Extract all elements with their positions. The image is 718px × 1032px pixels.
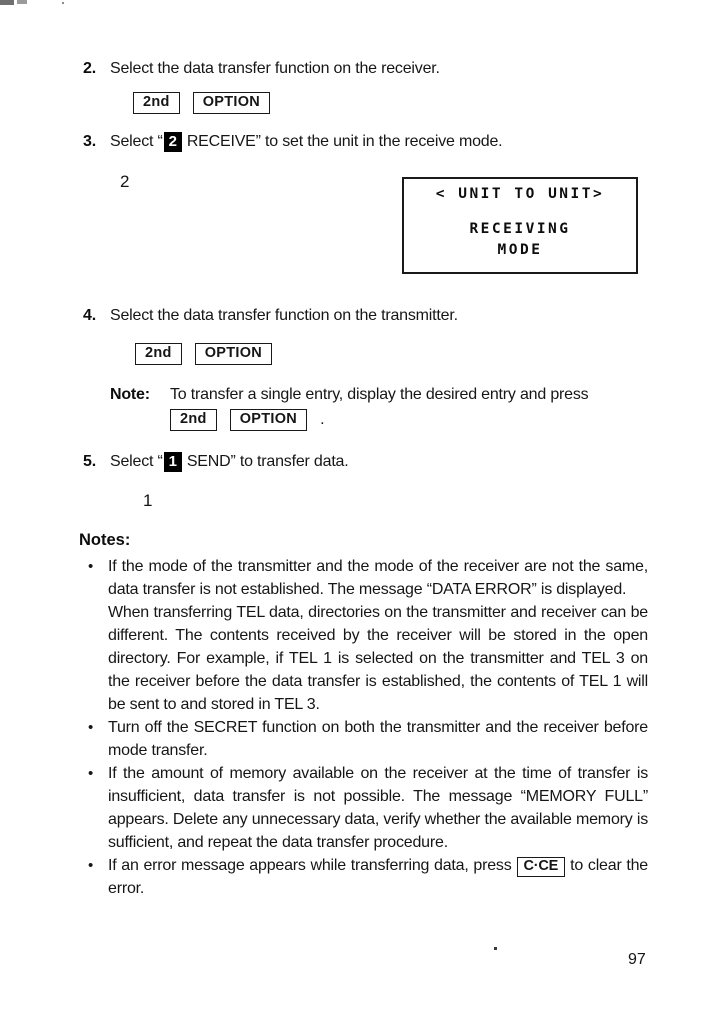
key-cce: C·CE (517, 857, 566, 877)
note-paragraph: If an error message appears while transferring data, press (108, 857, 512, 874)
bullet-icon: • (88, 719, 94, 736)
list-item (88, 854, 654, 900)
note-paragraph: to clear the error. (108, 857, 648, 897)
list-item (88, 716, 654, 762)
menu-key-1: 1 (164, 452, 182, 472)
keypress-1: 1 (143, 491, 153, 510)
key-option: OPTION (193, 92, 270, 114)
scan-artifact (17, 0, 27, 4)
step-5 (83, 452, 349, 472)
list-item (88, 555, 654, 716)
lcd-line-mode2: MODE (497, 242, 543, 258)
note-content (170, 386, 588, 431)
keys-row-step4 (135, 343, 272, 365)
scan-artifact (494, 947, 497, 950)
bullet-icon: • (88, 765, 94, 782)
keys-row-step2 (133, 92, 270, 114)
note-paragraph: If the mode of the transmitter and the mode of the receiver are not the same, data transfer is not established. The message “DATA ERROR” is displayed. (108, 558, 648, 598)
step-number: 5. (83, 453, 96, 470)
step-number: 2. (83, 60, 96, 77)
note-block (110, 386, 588, 431)
step-text: Select the data transfer function on the receiver. (110, 60, 440, 77)
key-option: OPTION (230, 409, 307, 431)
note-label: Note: (110, 386, 150, 403)
keypress-2: 2 (120, 172, 130, 191)
note-keys-row (170, 409, 588, 431)
lcd-line-mode1: RECEIVING (469, 221, 571, 237)
note-item-text: If the amount of memory available on the receiver at the time of transfer is insufficient, data transfer is not possible. The message “MEMORY FULL” appears. Delete any unnecessary data, verify whether the available memory is sufficient, and repeat the data transfer procedure. (108, 765, 648, 851)
lcd-display (402, 177, 638, 274)
notes-heading: Notes: (79, 531, 131, 549)
key-2nd: 2nd (133, 92, 180, 114)
notes-list (88, 555, 654, 900)
step-3 (83, 132, 502, 152)
note-suffix: . (320, 411, 325, 428)
step-text: SEND” to transfer data. (186, 453, 349, 470)
note-paragraph: When transferring TEL data, directories on the transmitter and receiver can be different. The contents received by the receiver will be stored in the open directory. For example, if TEL 1 is selected on the transmitter and TEL 3 on the receiver before the data transfer is established, the contents of TEL 1 will be sent to and stored in TEL 3. (108, 604, 648, 713)
step-text: Select the data transfer function on the transmitter. (110, 307, 458, 324)
bullet-icon: • (88, 558, 94, 575)
lcd-line-title: < UNIT TO UNIT> (435, 186, 605, 202)
bullet-icon: • (88, 857, 94, 874)
key-2nd: 2nd (135, 343, 182, 365)
scan-artifact (62, 2, 64, 4)
scan-artifact (0, 0, 14, 5)
step-number: 4. (83, 307, 96, 324)
step-4 (83, 307, 458, 325)
step-text: Select “ (110, 133, 163, 150)
step-2 (83, 60, 440, 78)
page-number: 97 (628, 951, 646, 968)
step-text: Select “ (110, 453, 163, 470)
note-item-text: Turn off the SECRET function on both the transmitter and the receiver before mode transfer. (108, 719, 648, 759)
step-number: 3. (83, 133, 96, 150)
list-item (88, 762, 654, 854)
note-item-text (108, 854, 648, 900)
note-item-text (108, 555, 648, 716)
step-text: RECEIVE” to set the unit in the receive mode. (186, 133, 503, 150)
menu-key-2: 2 (164, 132, 182, 152)
key-2nd: 2nd (170, 409, 217, 431)
note-text: To transfer a single entry, display the desired entry and press (170, 386, 589, 403)
key-option: OPTION (195, 343, 272, 365)
